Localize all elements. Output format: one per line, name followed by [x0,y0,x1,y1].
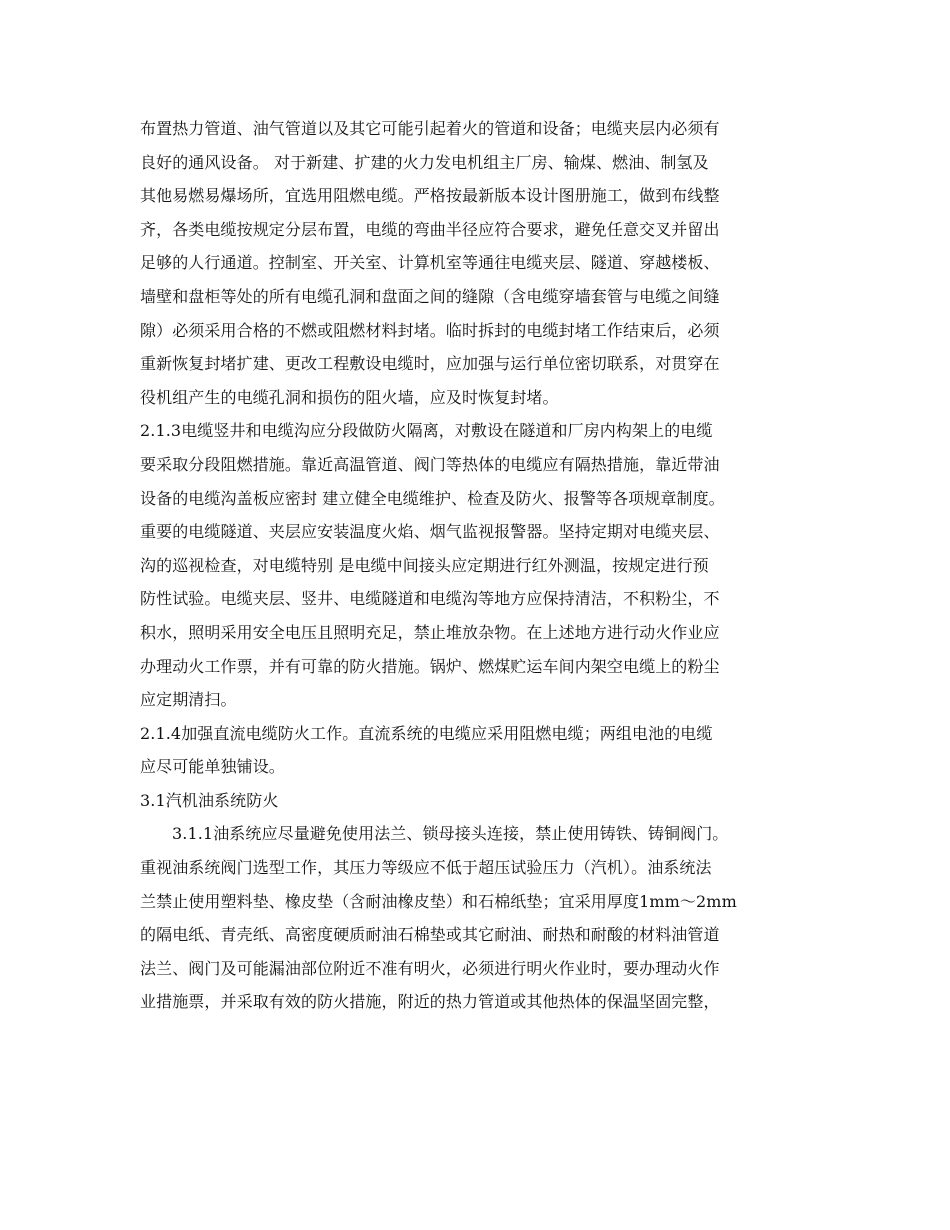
text-line: 法兰、阀门及可能漏油部位附近不准有明火，必须进行明火作业时，要办理动火作 [140,958,720,978]
text-line: 的隔电纸、青壳纸、高密度硬质耐油石棉垫或其它耐油、耐热和耐酸的材料油管道 [140,925,720,945]
text-line: 办理动火工作票，并有可靠的防火措施。锅炉、燃煤贮运车间内架空电缆上的粉尘 [140,656,720,676]
text-line: 应定期清扫。 [140,690,237,710]
text-line: 业措施票，并采取有效的防火措施，附近的热力管道或其他热体的保温坚固完整， [140,992,720,1012]
document-body [140,112,812,1019]
text-line: 设备的电缆沟盖板应密封 建立健全电缆维护、检查及防火、报警等各项规章制度。 [140,488,725,508]
text-line: 重视油系统阀门选型工作，其压力等级应不低于超压试验压力（汽机）。油系统法 [140,858,712,878]
text-line: 其他易燃易爆场所，宜选用阻燃电缆。严格按最新版本设计图册施工，做到布线整 [140,186,720,206]
section-heading-3-1: 3.1汽机油系统防火 [140,790,279,810]
text-line: 积水，照明采用安全电压且照明充足，禁止堆放杂物。在上述地方进行动火作业应 [140,622,720,642]
text-line: 重要的电缆隧道、夹层应安装温度火焰、烟气监视报警器。坚持定期对电缆夹层、 [140,522,720,542]
text-line: 要采取分段阻燃措施。靠近高温管道、阀门等热体的电缆应有隔热措施，靠近带油 [140,454,720,474]
section-heading-2-1-3: 2.1.3电缆竖井和电缆沟应分段做防火隔离，对敷设在隧道和厂房内构架上的电缆 [140,421,713,441]
section-heading-2-1-4: 2.1.4加强直流电缆防火工作。直流系统的电缆应采用阻燃电缆；两组电池的电缆 [140,723,713,743]
section-heading-3-1-1: 3.1.1油系统应尽量避免使用法兰、锁母接头连接，禁止使用铸铁、铸铜阀门。 [172,824,729,844]
text-line: 齐，各类电缆按规定分层布置，电缆的弯曲半径应符合要求，避免任意交叉并留出 [140,219,720,239]
text-line: 沟的巡视检查，对电缆特别 是电缆中间接头应定期进行红外测温，按规定进行预 [140,555,709,575]
text-line: 应尽可能单独铺设。 [140,757,285,777]
text-line: 墙壁和盘柜等处的所有电缆孔洞和盘面之间的缝隙（含电缆穿墙套管与电缆之间缝 [140,286,720,306]
text-line: 重新恢复封堵扩建、更改工程敷设电缆时，应加强与运行单位密切联系，对贯穿在 [140,354,720,374]
text-line: 防性试验。电缆夹层、竖井、电缆隧道和电缆沟等地方应保持清洁，不积粉尘，不 [140,589,720,609]
text-line: 足够的人行通道。控制室、开关室、计算机室等通往电缆夹层、隧道、穿越楼板、 [140,253,720,273]
text-line: 役机组产生的电缆孔洞和损伤的阻火墙，应及时恢复封堵。 [140,387,559,407]
text-line: 隙）必须采用合格的不燃或阻燃材料封堵。临时拆封的电缆封堵工作结束后，必须 [140,320,720,340]
text-line: 兰禁止使用塑料垫、橡皮垫（含耐油橡皮垫）和石棉纸垫；宜采用厚度1mm～2mm [140,891,737,911]
text-line: 布置热力管道、油气管道以及其它可能引起着火的管道和设备；电缆夹层内必须有 [140,119,720,138]
text-line: 良好的通风设备。 对于新建、扩建的火力发电机组主厂房、输煤、燃油、制氢及 [140,152,709,172]
